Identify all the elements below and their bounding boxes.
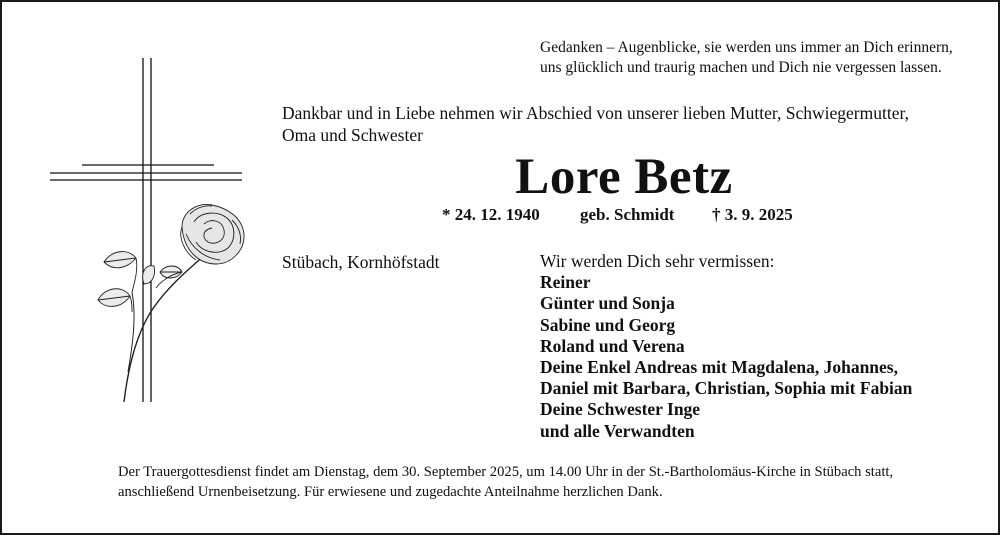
birth-date: * 24. 12. 1940 — [442, 205, 540, 224]
death-date: † 3. 9. 2025 — [712, 205, 793, 224]
mourner-line: Deine Enkel Andreas mit Magdalena, Johannes, — [540, 357, 898, 378]
mourners-heading: Wir werden Dich sehr vermissen: — [540, 251, 775, 271]
mourner-line: Deine Schwester Inge — [540, 399, 701, 420]
mourner-line: Reiner — [540, 272, 591, 293]
maiden-name: geb. Schmidt — [580, 205, 675, 224]
deceased-name: Lore Betz — [515, 149, 733, 205]
intro-line-2: Oma und Schwester — [282, 125, 423, 145]
cross-and-rose-art — [32, 52, 252, 422]
rose-icon — [98, 204, 244, 402]
funeral-service-info — [118, 462, 893, 502]
footer-line-1: Der Trauergottesdienst findet am Dienstag, dem 30. September 2025, um 14.00 Uhr in der St.-Bartholomäus-Kirche in Stübach statt, — [118, 464, 894, 480]
intro-line-1: Dankbar und in Liebe nehmen wir Abschied von unserer lieben Mutter, Schwiegermutter, — [282, 103, 909, 123]
mourner-line: Roland und Verena — [540, 335, 685, 356]
mourner-line: und alle Verwandten — [540, 420, 695, 441]
footer-line-2: anschließend Urnenbeisetzung. Für erwiesene und zugedachte Anteilnahme herzlichen Dank. — [118, 484, 663, 500]
place-names: Stübach, Kornhöfstadt — [282, 252, 440, 272]
poem-verse — [540, 38, 953, 78]
mourner-line: Sabine und Georg — [540, 314, 676, 335]
poem-line-1: Gedanken – Augenblicke, sie werden uns immer an Dich erinnern, — [540, 39, 953, 56]
poem-line-2: uns glücklich und traurig machen und Dich nie vergessen lassen. — [540, 59, 942, 76]
farewell-intro — [282, 102, 909, 146]
mourners-list — [540, 251, 912, 442]
mourner-line: Daniel mit Barbara, Christian, Sophia mit Fabian — [540, 378, 913, 399]
mourner-line: Günter und Sonja — [540, 293, 675, 314]
